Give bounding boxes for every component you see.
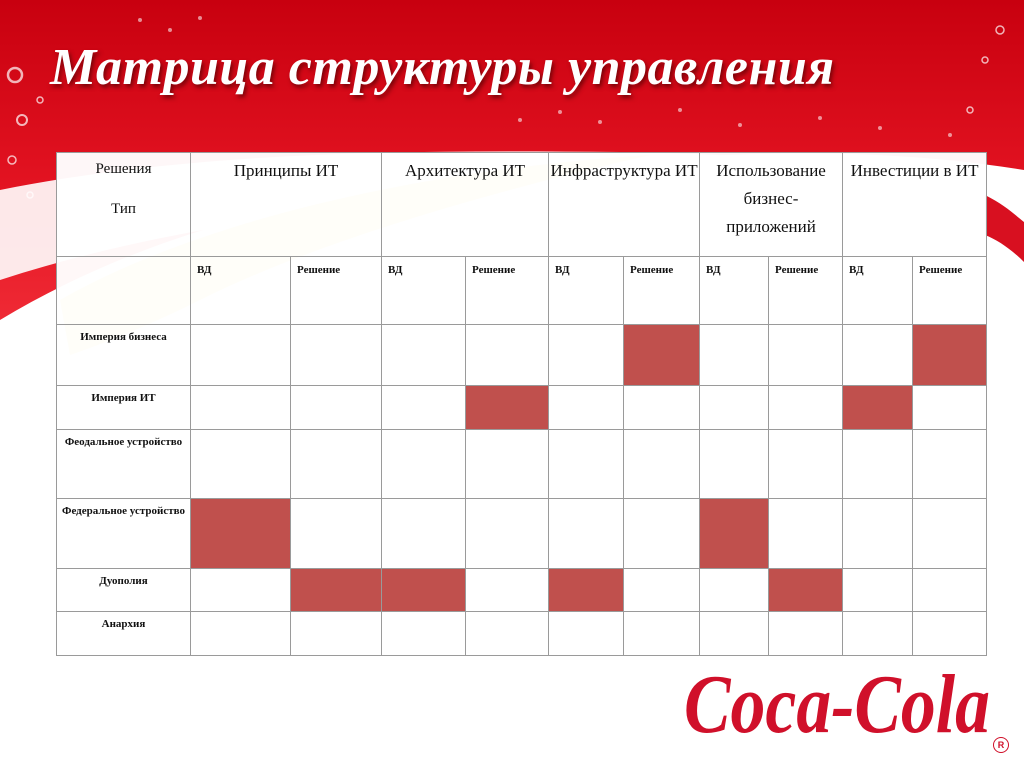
matrix-cell: [382, 499, 466, 569]
matrix-cell: [769, 430, 843, 499]
matrix-cell: [624, 430, 700, 499]
matrix-cell: [700, 569, 769, 612]
matrix-cell: [700, 430, 769, 499]
matrix-cell: [382, 386, 466, 430]
matrix-cell: [466, 612, 549, 656]
matrix-cell: [291, 499, 382, 569]
corner-decisions-label: Решения: [95, 161, 152, 177]
table-row: [57, 499, 987, 569]
matrix-cell: [913, 499, 987, 569]
matrix-cell: [769, 499, 843, 569]
matrix-cell: [466, 325, 549, 386]
matrix-cell-filled: [843, 386, 913, 430]
row-label: Анархия: [57, 612, 191, 656]
corner-type-label: Тип: [111, 201, 136, 217]
matrix-cell: [191, 569, 291, 612]
table-row: [57, 325, 987, 386]
matrix-cell-filled: [624, 325, 700, 386]
sub-header-decision: Решение: [769, 257, 843, 325]
matrix-cell: [291, 612, 382, 656]
sub-header-decision: Решение: [466, 257, 549, 325]
sub-header-decision: Решение: [291, 257, 382, 325]
sub-header-blank: [57, 257, 191, 325]
slide-title: Матрица структуры управления: [50, 39, 835, 96]
matrix-cell: [191, 386, 291, 430]
matrix-cell: [382, 430, 466, 499]
matrix-cell-filled: [466, 386, 549, 430]
row-label: Империя бизнеса: [57, 325, 191, 386]
matrix-cell: [843, 569, 913, 612]
matrix-cell: [291, 430, 382, 499]
matrix-cell: [291, 386, 382, 430]
registered-mark-icon: R: [993, 737, 1009, 753]
sub-header-row: [57, 257, 987, 325]
matrix-cell: [913, 386, 987, 430]
matrix-cell: [291, 325, 382, 386]
matrix-cell: [382, 325, 466, 386]
matrix-cell: [549, 386, 624, 430]
matrix-cell: [769, 386, 843, 430]
sub-header-vd: ВД: [700, 257, 769, 325]
coca-cola-logo: [680, 640, 1000, 755]
matrix-cell: [624, 569, 700, 612]
matrix-cell: [466, 569, 549, 612]
matrix-cell: [466, 430, 549, 499]
sub-header-vd: ВД: [843, 257, 913, 325]
sub-header-vd: ВД: [382, 257, 466, 325]
sub-header-vd: ВД: [191, 257, 291, 325]
corner-header: [57, 153, 191, 257]
sub-header-decision: Решение: [624, 257, 700, 325]
matrix-table: [56, 152, 987, 656]
matrix-cell: [843, 325, 913, 386]
matrix-cell: [191, 430, 291, 499]
table-row: [57, 386, 987, 430]
matrix-cell-filled: [769, 569, 843, 612]
matrix-cell-filled: [382, 569, 466, 612]
matrix-cell: [382, 612, 466, 656]
header-business-apps: Использование бизнес-приложений: [700, 153, 843, 257]
matrix-cell-filled: [291, 569, 382, 612]
matrix-cell: [700, 386, 769, 430]
matrix-cell: [549, 430, 624, 499]
matrix-cell: [624, 499, 700, 569]
matrix-cell: [466, 499, 549, 569]
governance-matrix: [56, 152, 987, 656]
sub-header-vd: ВД: [549, 257, 624, 325]
row-label: Федеральное устройство: [57, 499, 191, 569]
matrix-cell: [913, 430, 987, 499]
matrix-cell: [843, 499, 913, 569]
matrix-cell: [549, 325, 624, 386]
matrix-cell: [769, 325, 843, 386]
matrix-cell: [700, 325, 769, 386]
matrix-cell-filled: [191, 499, 291, 569]
matrix-cell-filled: [700, 499, 769, 569]
row-label: Империя ИТ: [57, 386, 191, 430]
matrix-cell-filled: [913, 325, 987, 386]
matrix-cell: [191, 325, 291, 386]
table-row: [57, 569, 987, 612]
matrix-cell: [549, 499, 624, 569]
table-row: [57, 430, 987, 499]
matrix-cell: [843, 430, 913, 499]
row-label: Феодальное устройство: [57, 430, 191, 499]
header-it-investment: Инвестиции в ИТ: [843, 153, 987, 257]
header-it-architecture: Архитектура ИТ: [382, 153, 549, 257]
logo-wordmark: Coca-Cola: [684, 658, 990, 751]
matrix-cell: [624, 386, 700, 430]
matrix-cell: [549, 612, 624, 656]
header-it-principles: Принципы ИТ: [191, 153, 382, 257]
row-label: Дуополия: [57, 569, 191, 612]
sub-header-decision: Решение: [913, 257, 987, 325]
matrix-cell: [913, 569, 987, 612]
matrix-cell: [191, 612, 291, 656]
header-it-infrastructure: Инфраструктура ИТ: [549, 153, 700, 257]
matrix-cell-filled: [549, 569, 624, 612]
